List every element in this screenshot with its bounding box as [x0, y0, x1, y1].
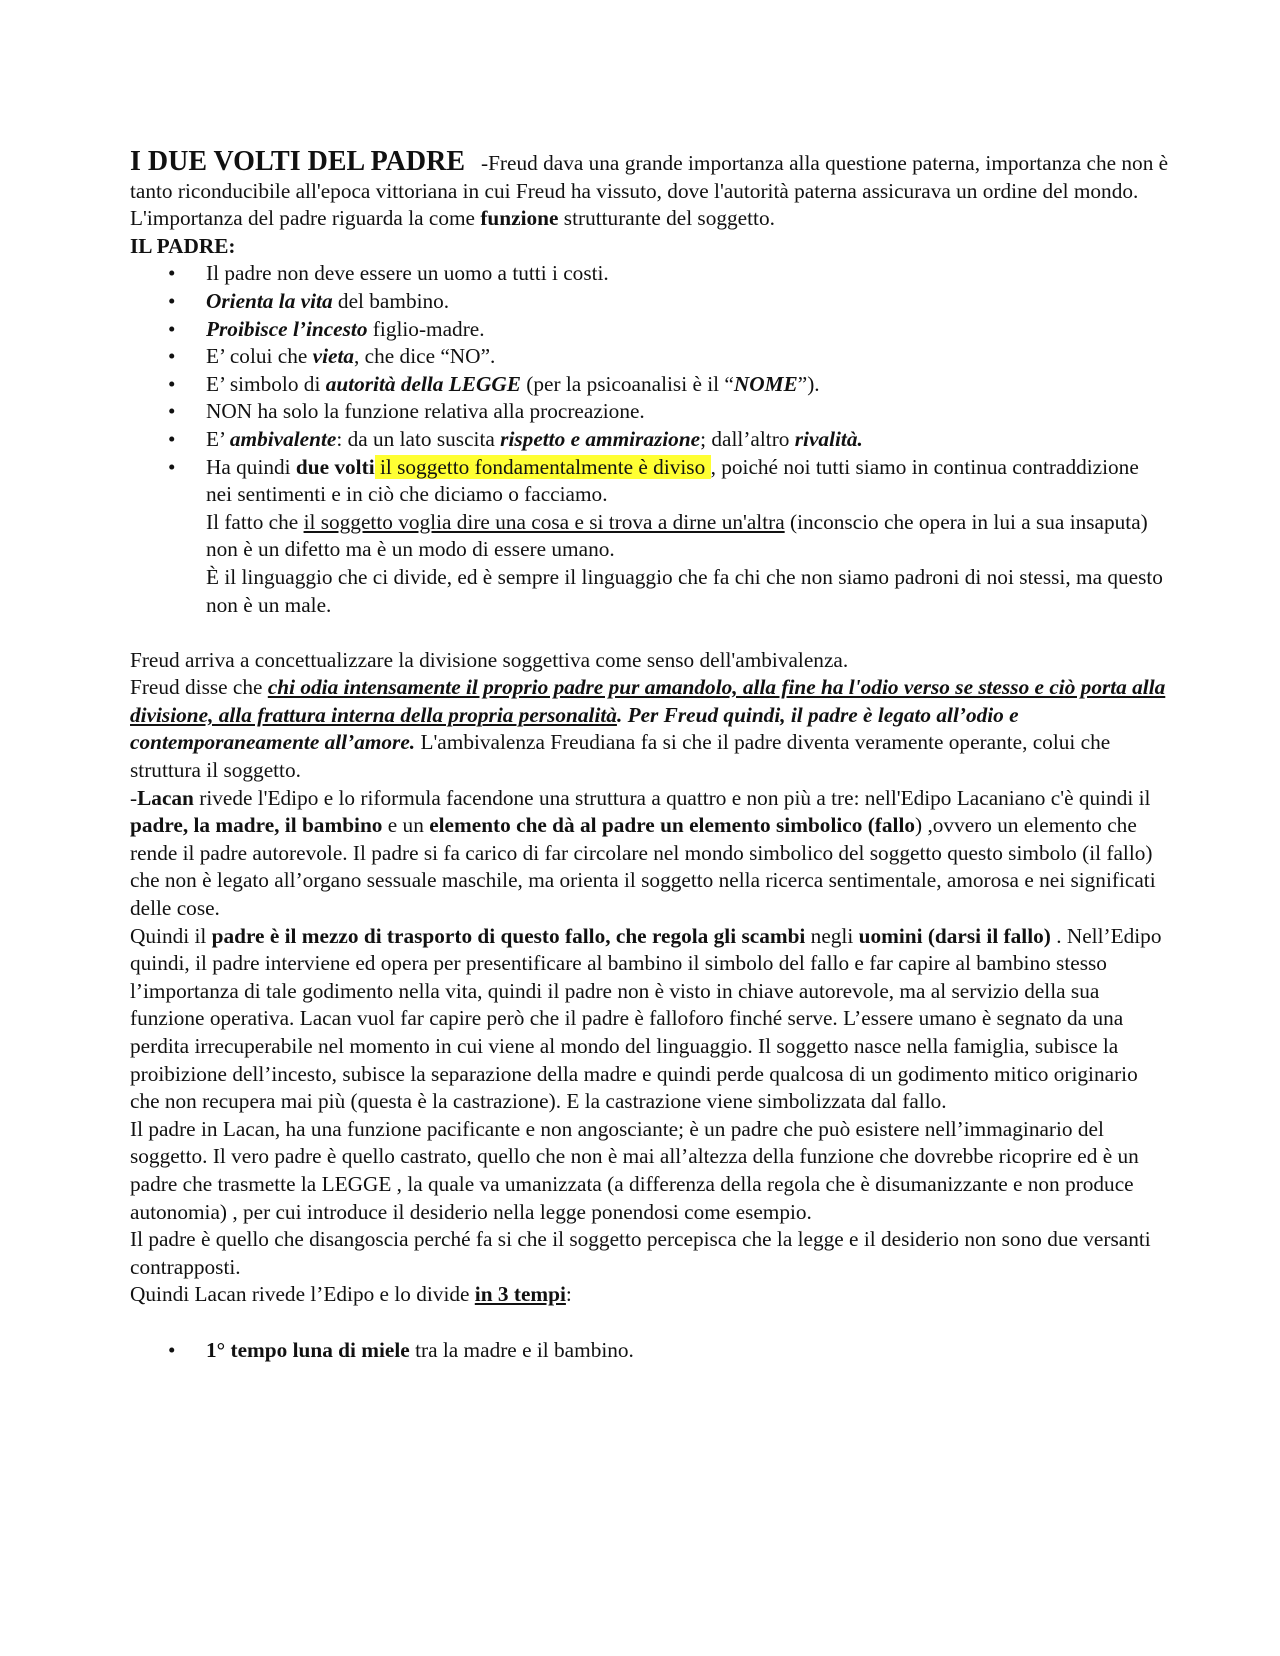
body-paragraph: Il padre in Lacan, ha una funzione pacificante e non angosciante; è un padre che può esistere nell’immaginario del soggetto. Il vero padre è quello castrato, quello che non è mai all’altezza della funzione che dovrebbe ricoprire ed è un padre che trasmette la LEGGE , la quale va umanizzata (a differenza della regola che è disumanizzante e non produce autonomia) , per cui introduce il desiderio nella legge ponendosi come esempio. [130, 1116, 1139, 1224]
body-paragraph: Il padre è quello che disangoscia perché fa si che il soggetto percepisca che la legge e il desiderio non sono due versanti contrapposti. [130, 1227, 1151, 1279]
underlined-text: il soggetto voglia dire una cosa e si trova a dirne un'altra [303, 509, 785, 534]
intro-text-end: strutturante del soggetto. [558, 206, 775, 231]
highlighted-text: il soggetto fondamentalmente è diviso [374, 454, 711, 479]
list-item: • NON ha solo la funzione relativa alla procreazione. [130, 398, 1170, 426]
document-page [130, 148, 1170, 1364]
body-paragraph: Quindi il padre è il mezzo di trasporto di questo fallo, che regola gli scambi negli uomini (darsi il fallo) . Nell’Edipo quindi, il padre interviene ed opera per presentificare al bambino il simbolo del fallo e far capire al bambino stesso l’importanza di tale godimento nella vita, quindi il padre non è visto in chiave autorevole, ma al servizio della sua funzione operativa. Lacan vuol far capire però che il padre è falloforo finché serve. L’essere umano è segnato da una perdita irrecuperabile nel momento in cui viene al mondo del linguaggio. Il soggetto nasce nella famiglia, subisce la proibizione dell’incesto, subisce la separazione della madre e quindi perde qualcosa di un godimento mitico originario che non recupera mai più (questa è la castrazione). E la castrazione viene simbolizzata dal fallo. [130, 923, 1162, 1114]
list-continuation: È il linguaggio che ci divide, ed è sempre il linguaggio che fa chi che non siamo padroni di noi stessi, ma questo non è un male. [206, 564, 1163, 617]
document-title: I DUE VOLTI DEL PADRE [130, 146, 466, 177]
intro-text: -Freud dava una grande importanza alla questione paterna, importanza che non è tanto riconducibile all'epoca vittoriana in cui Freud ha vissuto, dove l'autorità paterna assicurava un ordine del mondo. L'importanza del padre riguarda la come [130, 151, 1169, 231]
body-paragraph: Freud arriva a concettualizzare la divisione soggettiva come senso dell'ambivalenza. [130, 647, 849, 672]
section-label: IL PADRE: [130, 233, 236, 258]
list-item: • E’ colui che vieta, che dice “NO”. [130, 343, 1170, 371]
list-item: • Ha quindi due volti il soggetto fondamentalmente è diviso , poiché noi tutti siamo in continua contraddizione nei sentimenti e in ciò che diciamo o facciamo. [130, 454, 1170, 509]
intro-bold: funzione [480, 206, 559, 231]
list-item: • 1° tempo luna di miele tra la madre e il bambino. [130, 1337, 1170, 1365]
list-item: • Il padre non deve essere un uomo a tutti i costi. [130, 260, 1170, 288]
list-continuation: Il fatto che il soggetto voglia dire una cosa e si trova a dirne un'altra (inconscio che opera in lui a sua insaputa) non è un difetto ma è un modo di essere umano. [206, 509, 1148, 562]
body-paragraph: Freud disse che chi odia intensamente il proprio padre pur amandolo, alla fine ha l'odio verso se stesso e ciò porta alla divisione, alla frattura interna della propria personalità. Per Freud quindi, il padre è legato all’odio e contemporaneamente all’amore. L'ambivalenza Freudiana fa si che il padre diventa veramente operante, colui che struttura il soggetto. [130, 675, 1166, 783]
list-item: • E’ simbolo di autorità della LEGGE (per la psicoanalisi è il “NOME”). [130, 371, 1170, 399]
list-item: • Orienta la vita del bambino. [130, 288, 1170, 316]
body-paragraph: -Lacan rivede l'Edipo e lo riformula facendone una struttura a quattro e non più a tre: nell'Edipo Lacaniano c'è quindi il padre, la madre, il bambino e un elemento che dà al padre un elemento simbolico (fallo) ,ovvero un elemento che rende il padre autorevole. Il padre si fa carico di far circolare nel mondo simbolico del soggetto questo simbolo (il fallo) che non è legato all’organo sessuale maschile, ma orienta il soggetto nella ricerca sentimentale, amorosa e nei significati delle cose. [130, 785, 1156, 921]
list-item: • E’ ambivalente: da un lato suscita rispetto e ammirazione; dall’altro rivalità. [130, 426, 1170, 454]
intro-paragraph [130, 148, 1170, 233]
tempi-list [130, 1337, 1170, 1365]
body-paragraph: Quindi Lacan rivede l’Edipo e lo divide in 3 tempi: [130, 1282, 572, 1307]
list-item: • Proibisce l’incesto figlio-madre. [130, 316, 1170, 344]
padre-list [130, 260, 1170, 619]
